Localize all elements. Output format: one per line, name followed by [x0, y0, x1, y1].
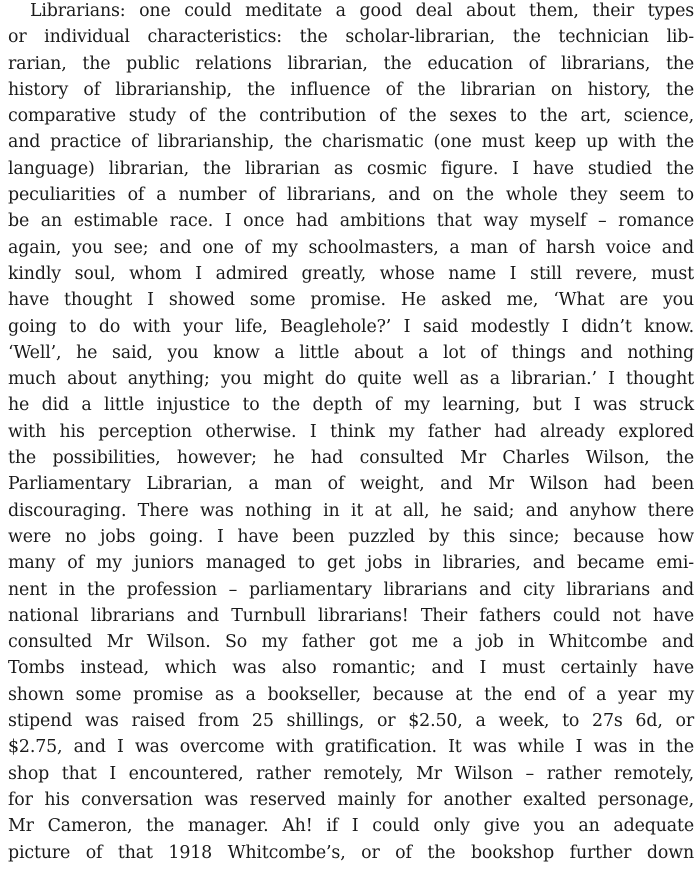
text-line: and practice of librarianship, the charismatic (one must keep up with the: [8, 132, 694, 153]
text-line: kindly soul, whom I admired greatly, whose name I still revere, must: [8, 263, 694, 284]
text-line: have thought I showed some promise. He asked me, ‘What are you: [8, 290, 694, 311]
text-line: were no jobs going. I have been puzzled by this since; because how: [8, 526, 694, 547]
text-line: much about anything; you might do quite well as a librarian.’ I thought: [8, 369, 694, 390]
text-line: be an estimable race. I once had ambitions that way myself – romance: [8, 211, 694, 232]
document-page: [8, 0, 694, 866]
text-line: again, you see; and one of my schoolmasters, a man of harsh voice and: [8, 237, 694, 258]
text-line: rarian, the public relations librarian, the education of librarians, the: [8, 53, 694, 74]
text-line: with his perception otherwise. I think my father had already explored: [8, 421, 694, 442]
text-line: Librarians: one could meditate a good deal about them, their types: [30, 1, 694, 21]
text-line: for his conversation was reserved mainly for another exalted personage,: [8, 789, 694, 810]
text-line: history of librarianship, the influence of the librarian on history, the: [8, 79, 694, 100]
text-line: comparative study of the contribution of the sexes to the art, science,: [8, 106, 694, 127]
text-line: the possibilities, however; he had consulted Mr Charles Wilson, the: [8, 448, 694, 469]
text-line: Parliamentary Librarian, a man of weight, and Mr Wilson had been: [8, 474, 694, 495]
text-line: discouraging. There was nothing in it at all, he said; and anyhow there: [8, 500, 694, 521]
text-line: ‘Well’, he said, you know a little about a lot of things and nothing: [8, 342, 694, 363]
text-line: he did a little injustice to the depth of my learning, but I was struck: [8, 395, 694, 416]
text-line: $2.75, and I was overcome with gratification. It was while I was in the: [8, 737, 694, 758]
text-line: shop that I encountered, rather remotely, Mr Wilson – rather remotely,: [8, 763, 694, 784]
text-line: Mr Cameron, the manager. Ah! if I could only give you an adequate: [8, 816, 694, 837]
body-paragraph: [8, 0, 694, 866]
text-line: nent in the profession – parliamentary librarians and city librarians and: [8, 579, 694, 600]
text-line: or individual characteristics: the scholar-librarian, the technician lib-: [8, 27, 694, 48]
text-line: stipend was raised from 25 shillings, or $2.50, a week, to 27s 6d, or: [8, 711, 694, 732]
text-line: going to do with your life, Beaglehole?’ I said modestly I didn’t know.: [8, 316, 694, 337]
text-line: national librarians and Turnbull librarians! Their fathers could not have: [8, 605, 694, 626]
text-line: language) librarian, the librarian as cosmic figure. I have studied the: [8, 158, 694, 179]
text-line: Tombs instead, which was also romantic; and I must certainly have: [8, 658, 694, 679]
text-line: peculiarities of a number of librarians, and on the whole they seem to: [8, 185, 694, 206]
text-line: picture of that 1918 Whitcombe’s, or of the bookshop further down: [8, 842, 694, 863]
text-line: shown some promise as a bookseller, because at the end of a year my: [8, 684, 694, 705]
text-line: consulted Mr Wilson. So my father got me a job in Whitcombe and: [8, 632, 694, 653]
text-line: many of my juniors managed to get jobs in libraries, and became emi-: [8, 553, 694, 574]
